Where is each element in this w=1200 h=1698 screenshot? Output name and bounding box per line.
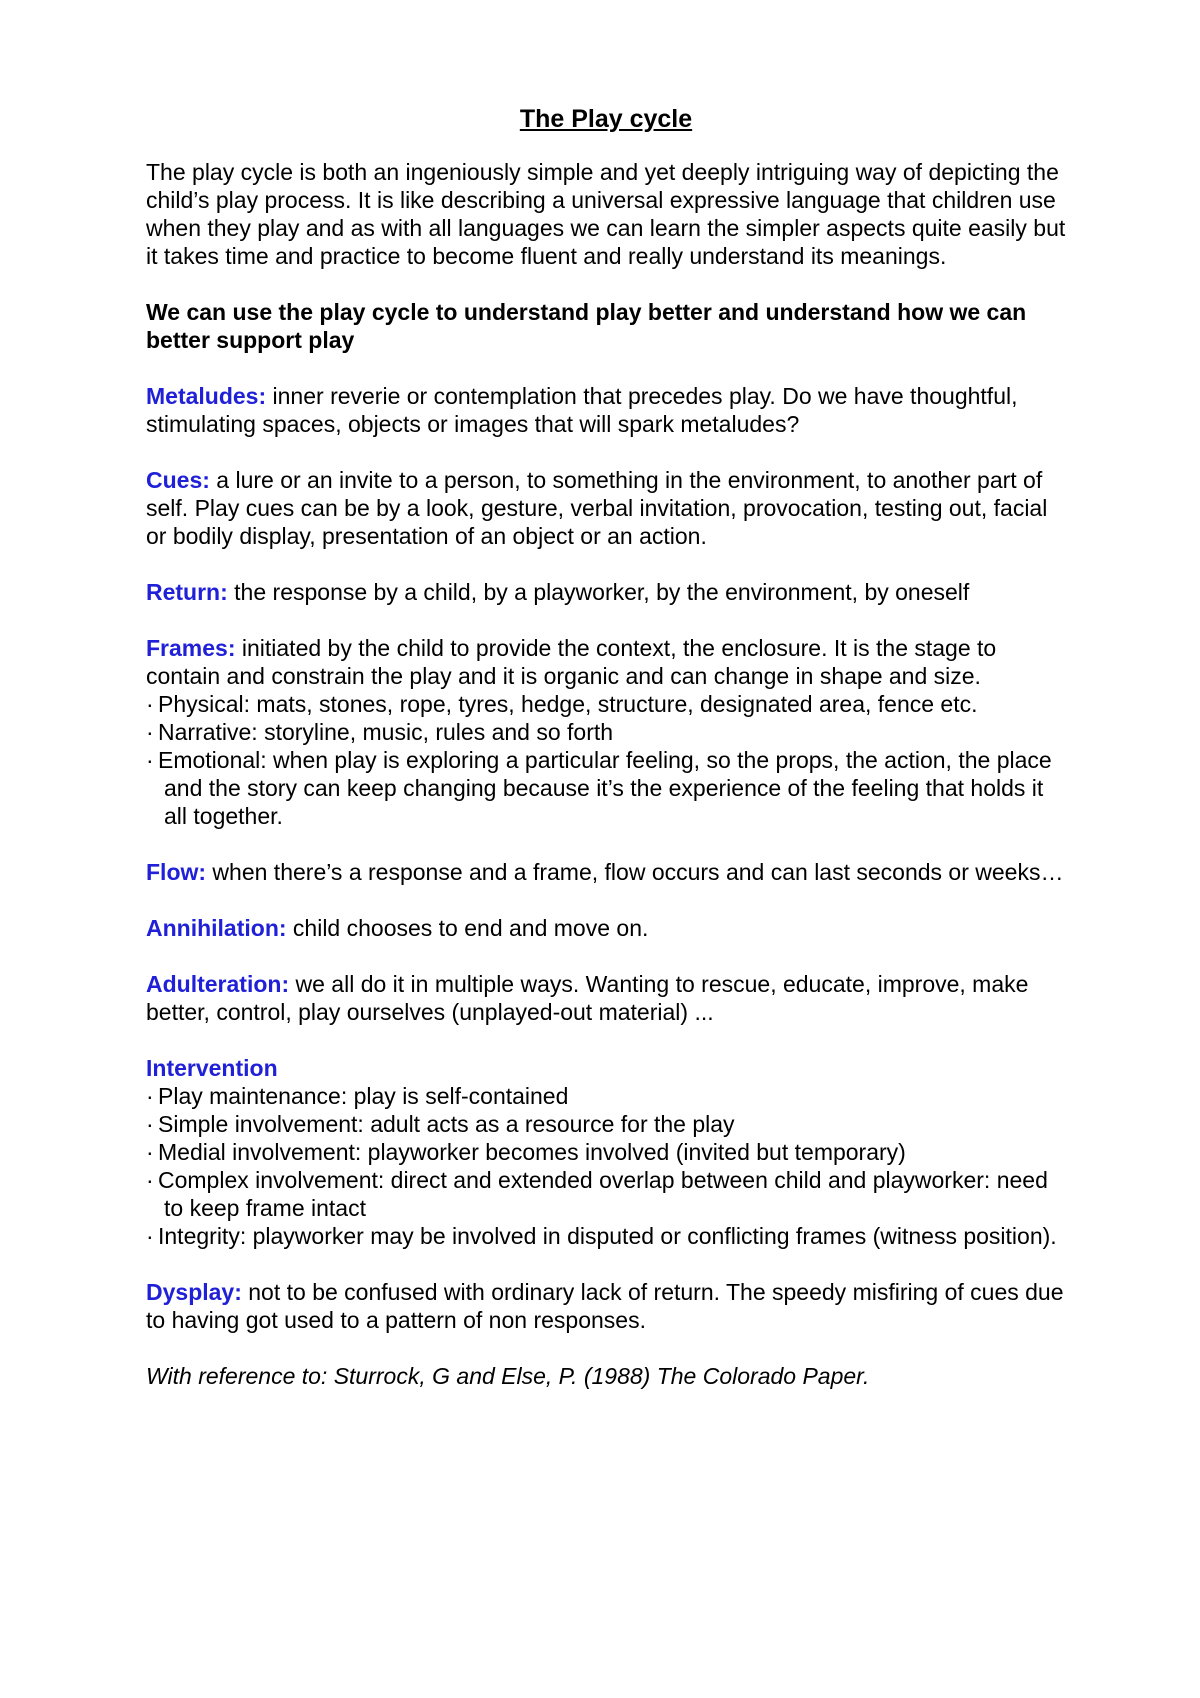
bullet-marker: ·: [146, 1111, 154, 1137]
intro-paragraph: The play cycle is both an ingeniously simple and yet deeply intriguing way of depicting the child’s play process. It is like describing a universal expressive language that children use when they play and as with all languages we can learn the simpler aspects quite easily but it takes time and practice to become fluent and really understand its meanings.: [146, 159, 1066, 269]
page-title: The Play cycle: [519, 105, 693, 133]
reference-citation: With reference to: Sturrock, G and Else, P. (1988) The Colorado Paper.: [146, 1363, 870, 1389]
term-metaludes: Metaludes:: [146, 383, 267, 409]
definition-return: the response by a child, by a playworker, by the environment, by oneself: [227, 579, 970, 605]
definition-adulteration: we all do it in multiple ways. Wanting to rescue, educate, improve, make better, control, play ourselves (unplayed-out material) ...: [146, 971, 1029, 1025]
list-item-text: Complex involvement: direct and extended overlap between child and playworker: need to keep frame intact: [158, 1167, 1048, 1221]
list-item-text: Simple involvement: adult acts as a resource for the play: [158, 1111, 735, 1137]
list-item-text: Narrative: storyline, music, rules and so forth: [158, 719, 614, 745]
term-return: Return:: [146, 579, 228, 605]
list-item-text: Integrity: playworker may be involved in disputed or conflicting frames (witness position).: [158, 1223, 1057, 1249]
term-intervention: Intervention: [146, 1055, 278, 1081]
bullet-marker: ·: [146, 1223, 154, 1249]
list-item: [146, 1166, 1066, 1222]
section-cues: [146, 466, 1066, 550]
term-flow: Flow:: [146, 859, 207, 885]
bullet-marker: ·: [146, 747, 154, 773]
lead-statement: We can use the play cycle to understand play better and understand how we can better support play: [146, 299, 1027, 353]
section-dysplay: [146, 1278, 1066, 1334]
list-item-text: Medial involvement: playworker becomes involved (invited but temporary): [158, 1139, 906, 1165]
section-metaludes: [146, 382, 1066, 438]
list-item: [146, 1110, 1066, 1138]
list-item: [146, 1138, 1066, 1166]
term-adulteration: Adulteration:: [146, 971, 290, 997]
section-annihilation: [146, 914, 1066, 942]
bullet-marker: ·: [146, 1167, 154, 1193]
bullet-marker: ·: [146, 691, 154, 717]
list-item: [146, 690, 1066, 718]
list-item: [146, 1082, 1066, 1110]
list-item: [146, 746, 1066, 830]
definition-cues: a lure or an invite to a person, to something in the environment, to another part of self. Play cues can be by a look, gesture, verbal invitation, provocation, testing out, facial or bodily display, presentation of an object or an action.: [146, 467, 1048, 549]
document-page: [146, 104, 1066, 1418]
section-frames: [146, 634, 1066, 830]
list-item-text: Play maintenance: play is self-contained: [158, 1083, 569, 1109]
list-item-text: Emotional: when play is exploring a particular feeling, so the props, the action, the place and the story can keep changing because it’s the experience of the feeling that holds it all together.: [158, 747, 1052, 829]
term-dysplay: Dysplay:: [146, 1279, 242, 1305]
definition-flow: when there’s a response and a frame, flow occurs and can last seconds or weeks…: [206, 859, 1064, 885]
definition-annihilation: child chooses to end and move on.: [286, 915, 649, 941]
bullet-marker: ·: [146, 1083, 154, 1109]
bullet-marker: ·: [146, 719, 154, 745]
definition-metaludes: inner reverie or contemplation that precedes play. Do we have thoughtful, stimulating spaces, objects or images that will spark metaludes?: [146, 383, 1018, 437]
definition-dysplay: not to be confused with ordinary lack of return. The speedy misfiring of cues due to having got used to a pattern of non responses.: [146, 1279, 1064, 1333]
section-flow: [146, 858, 1066, 886]
term-cues: Cues:: [146, 467, 210, 493]
list-item-text: Physical: mats, stones, rope, tyres, hedge, structure, designated area, fence etc.: [158, 691, 978, 717]
definition-frames: initiated by the child to provide the context, the enclosure. It is the stage to contain and constrain the play and it is organic and can change in shape and size.: [146, 635, 997, 689]
section-intervention: [146, 1054, 1066, 1250]
section-return: [146, 578, 1066, 606]
bullet-marker: ·: [146, 1139, 154, 1165]
list-item: [146, 718, 1066, 746]
section-adulteration: [146, 970, 1066, 1026]
list-item: [146, 1222, 1066, 1250]
frames-list: [146, 690, 1066, 830]
term-annihilation: Annihilation:: [146, 915, 287, 941]
intervention-list: [146, 1082, 1066, 1250]
term-frames: Frames:: [146, 635, 236, 661]
